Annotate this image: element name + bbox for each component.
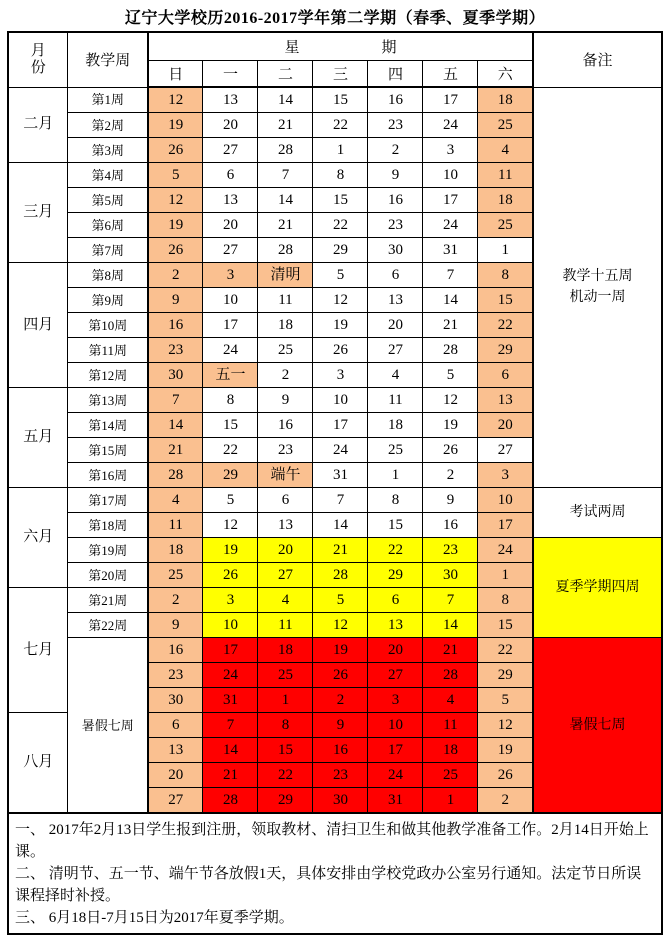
day-cell: 30	[148, 688, 203, 713]
day-cell: 8	[368, 488, 423, 513]
remark-line: 夏季学期四周	[555, 580, 640, 595]
day-cell: 27	[258, 563, 313, 588]
day-cell: 4	[258, 588, 313, 613]
day-cell: 16	[148, 638, 203, 663]
week-label: 第12周	[68, 363, 148, 388]
day-cell: 24	[313, 438, 368, 463]
day-cell: 10	[313, 388, 368, 413]
day-cell: 20	[478, 413, 533, 438]
header-week-char: 期	[381, 40, 397, 56]
day-cell: 4	[148, 488, 203, 513]
header-month-line1: 月	[30, 42, 46, 59]
week-label: 第4周	[68, 163, 148, 188]
day-cell: 7	[148, 388, 203, 413]
day-cell: 30	[368, 238, 423, 263]
day-cell: 25	[148, 563, 203, 588]
day-cell: 10	[423, 163, 478, 188]
header-day-tue: 二	[258, 61, 313, 88]
day-cell: 16	[148, 313, 203, 338]
day-cell: 31	[313, 463, 368, 488]
day-cell: 3	[203, 588, 258, 613]
day-cell: 19	[478, 738, 533, 763]
day-cell: 29	[478, 338, 533, 363]
day-cell: 22	[313, 113, 368, 138]
day-cell: 21	[423, 313, 478, 338]
day-cell: 28	[148, 463, 203, 488]
day-cell: 5	[478, 688, 533, 713]
month-cell: 四月	[8, 263, 68, 388]
day-cell: 9	[258, 388, 313, 413]
remark-cell	[533, 87, 662, 488]
day-cell: 26	[203, 563, 258, 588]
day-cell: 22	[368, 538, 423, 563]
day-cell: 15	[258, 738, 313, 763]
week-label: 第14周	[68, 413, 148, 438]
day-cell: 14	[148, 413, 203, 438]
day-cell: 12	[478, 713, 533, 738]
day-cell: 21	[258, 213, 313, 238]
day-cell: 24	[478, 538, 533, 563]
day-cell: 27	[148, 788, 203, 814]
day-cell: 8	[313, 163, 368, 188]
header-week-char: 星	[284, 40, 300, 56]
day-cell: 24	[423, 113, 478, 138]
week-label: 第8周	[68, 263, 148, 288]
footnote-3: 三、 6月18日-7月15日为2017年夏季学期。	[14, 910, 294, 926]
header-remarks: 备注	[533, 32, 662, 87]
day-cell: 31	[423, 238, 478, 263]
vacation-week-label: 暑假七周	[68, 638, 148, 814]
day-cell: 7	[423, 263, 478, 288]
day-cell: 29	[313, 238, 368, 263]
calendar-row	[8, 638, 662, 663]
day-cell: 23	[368, 213, 423, 238]
day-cell: 30	[423, 563, 478, 588]
day-cell: 24	[368, 763, 423, 788]
day-cell: 26	[313, 663, 368, 688]
day-cell: 17	[423, 188, 478, 213]
week-label: 第11周	[68, 338, 148, 363]
day-cell: 30	[313, 788, 368, 814]
day-cell: 18	[478, 87, 533, 113]
day-cell: 3	[203, 263, 258, 288]
day-cell: 21	[203, 763, 258, 788]
day-cell: 18	[423, 738, 478, 763]
remark-line: 机动一周	[569, 290, 626, 306]
day-cell: 18	[148, 538, 203, 563]
day-cell: 13	[368, 288, 423, 313]
month-cell: 五月	[8, 388, 68, 488]
day-cell: 8	[203, 388, 258, 413]
day-cell: 19	[203, 538, 258, 563]
day-cell: 6	[258, 488, 313, 513]
day-cell: 2	[478, 788, 533, 814]
month-cell: 三月	[8, 163, 68, 263]
day-cell: 20	[258, 538, 313, 563]
day-cell: 1	[423, 788, 478, 814]
month-cell: 八月	[8, 713, 68, 814]
day-cell: 15	[478, 613, 533, 638]
day-cell: 13	[478, 388, 533, 413]
day-cell: 18	[368, 413, 423, 438]
day-cell: 12	[148, 188, 203, 213]
day-cell: 29	[258, 788, 313, 814]
header-month-line2: 份	[30, 59, 46, 76]
day-cell: 20	[203, 113, 258, 138]
day-cell: 24	[203, 338, 258, 363]
month-cell: 七月	[8, 588, 68, 713]
day-cell: 3	[368, 688, 423, 713]
day-cell: 7	[313, 488, 368, 513]
day-cell: 19	[148, 213, 203, 238]
day-cell: 19	[148, 113, 203, 138]
day-cell: 5	[148, 163, 203, 188]
remark-cell	[533, 488, 662, 538]
day-cell: 25	[423, 763, 478, 788]
day-cell: 14	[423, 288, 478, 313]
week-label: 第3周	[68, 138, 148, 163]
day-cell: 9	[148, 613, 203, 638]
week-label: 第1周	[68, 87, 148, 113]
day-cell: 26	[313, 338, 368, 363]
day-cell: 26	[423, 438, 478, 463]
day-cell: 31	[203, 688, 258, 713]
day-cell: 26	[478, 763, 533, 788]
day-cell: 27	[368, 338, 423, 363]
day-cell: 19	[423, 413, 478, 438]
day-cell: 29	[203, 463, 258, 488]
day-cell: 10	[478, 488, 533, 513]
day-cell: 12	[313, 288, 368, 313]
day-cell: 14	[258, 188, 313, 213]
header-day-fri: 五	[423, 61, 478, 88]
day-cell: 13	[368, 613, 423, 638]
header-day-thu: 四	[368, 61, 423, 88]
academic-calendar-table	[7, 31, 663, 935]
day-cell: 2	[148, 588, 203, 613]
day-cell: 11	[258, 613, 313, 638]
header-day-wed: 三	[313, 61, 368, 88]
day-cell: 6	[148, 713, 203, 738]
day-cell: 8	[478, 263, 533, 288]
week-label: 第9周	[68, 288, 148, 313]
week-label: 第15周	[68, 438, 148, 463]
header-day-sun: 日	[148, 61, 203, 88]
day-cell: 29	[368, 563, 423, 588]
day-cell: 1	[478, 238, 533, 263]
day-cell: 18	[258, 638, 313, 663]
day-cell: 4	[478, 138, 533, 163]
day-cell: 25	[368, 438, 423, 463]
day-cell: 28	[313, 563, 368, 588]
remark-line: 暑假七周	[569, 717, 626, 733]
footnote-2: 二、 清明节、五一节、端午节各放假1天，具体安排由学校党政办公室另行通知。法定节日所误课程择时补授。	[14, 866, 642, 904]
day-cell: 11	[423, 713, 478, 738]
remark-line: 考试两周	[569, 505, 626, 520]
day-cell: 25	[258, 338, 313, 363]
day-cell: 27	[203, 238, 258, 263]
day-cell: 5	[203, 488, 258, 513]
remark-line: 教学十五周	[562, 269, 633, 285]
day-cell: 22	[313, 213, 368, 238]
day-cell: 5	[313, 588, 368, 613]
day-cell: 22	[258, 763, 313, 788]
day-cell: 13	[148, 738, 203, 763]
header-week-label	[149, 36, 532, 57]
day-cell: 28	[258, 238, 313, 263]
day-cell: 27	[368, 663, 423, 688]
day-cell: 15	[313, 188, 368, 213]
day-cell: 8	[478, 588, 533, 613]
day-cell: 31	[368, 788, 423, 814]
day-cell: 28	[423, 338, 478, 363]
day-cell: 20	[203, 213, 258, 238]
day-cell: 10	[203, 288, 258, 313]
day-cell: 14	[423, 613, 478, 638]
day-cell: 1	[368, 463, 423, 488]
day-cell: 28	[258, 138, 313, 163]
day-cell: 21	[313, 538, 368, 563]
holiday-cell: 端午	[258, 463, 313, 488]
day-cell: 15	[368, 513, 423, 538]
day-cell: 10	[368, 713, 423, 738]
day-cell: 1	[258, 688, 313, 713]
day-cell: 19	[313, 638, 368, 663]
day-cell: 3	[423, 138, 478, 163]
day-cell: 2	[368, 138, 423, 163]
week-label: 第6周	[68, 213, 148, 238]
day-cell: 17	[368, 738, 423, 763]
calendar-row	[8, 488, 662, 513]
day-cell: 22	[478, 313, 533, 338]
day-cell: 28	[423, 663, 478, 688]
day-cell: 17	[203, 313, 258, 338]
day-cell: 16	[368, 188, 423, 213]
day-cell: 25	[478, 213, 533, 238]
day-cell: 5	[423, 363, 478, 388]
day-cell: 11	[478, 163, 533, 188]
day-cell: 18	[258, 313, 313, 338]
day-cell: 7	[203, 713, 258, 738]
day-cell: 10	[203, 613, 258, 638]
day-cell: 13	[258, 513, 313, 538]
week-label: 第2周	[68, 113, 148, 138]
day-cell: 6	[478, 363, 533, 388]
day-cell: 18	[478, 188, 533, 213]
day-cell: 13	[203, 188, 258, 213]
day-cell: 17	[313, 413, 368, 438]
day-cell: 25	[258, 663, 313, 688]
day-cell: 6	[203, 163, 258, 188]
page-title: 辽宁大学校历2016-2017学年第二学期（春季、夏季学期）	[124, 10, 546, 27]
week-label: 第10周	[68, 313, 148, 338]
day-cell: 23	[148, 338, 203, 363]
header-teaching-week: 教学周	[68, 32, 148, 87]
calendar-body	[8, 87, 662, 813]
day-cell: 7	[258, 163, 313, 188]
day-cell: 9	[368, 163, 423, 188]
day-cell: 2	[148, 263, 203, 288]
day-cell: 27	[203, 138, 258, 163]
day-cell: 21	[148, 438, 203, 463]
day-cell: 5	[313, 263, 368, 288]
day-cell: 2	[423, 463, 478, 488]
remark-cell	[533, 638, 662, 814]
day-cell: 12	[313, 613, 368, 638]
day-cell: 2	[313, 688, 368, 713]
day-cell: 4	[368, 363, 423, 388]
week-label: 第5周	[68, 188, 148, 213]
day-cell: 20	[368, 638, 423, 663]
day-cell: 9	[148, 288, 203, 313]
week-label: 第19周	[68, 538, 148, 563]
day-cell: 4	[423, 688, 478, 713]
month-cell: 六月	[8, 488, 68, 588]
day-cell: 9	[423, 488, 478, 513]
day-cell: 22	[478, 638, 533, 663]
week-label: 第17周	[68, 488, 148, 513]
day-cell: 15	[478, 288, 533, 313]
day-cell: 29	[478, 663, 533, 688]
day-cell: 26	[148, 138, 203, 163]
day-cell: 17	[423, 87, 478, 113]
day-cell: 12	[203, 513, 258, 538]
day-cell: 14	[203, 738, 258, 763]
week-label: 第22周	[68, 613, 148, 638]
day-cell: 1	[313, 138, 368, 163]
day-cell: 26	[148, 238, 203, 263]
footnotes-cell	[8, 813, 662, 934]
day-cell: 23	[368, 113, 423, 138]
day-cell: 23	[258, 438, 313, 463]
day-cell: 20	[368, 313, 423, 338]
day-cell: 27	[478, 438, 533, 463]
day-cell: 7	[423, 588, 478, 613]
calendar-footnotes	[8, 813, 662, 934]
day-cell: 8	[258, 713, 313, 738]
day-cell: 3	[313, 363, 368, 388]
day-cell: 14	[313, 513, 368, 538]
footnote-1: 一、 2017年2月13日学生报到注册，领取教材、清扫卫生和做其他教学准备工作。2月14日开始上课。	[14, 822, 649, 860]
header-month	[8, 32, 68, 87]
day-cell: 14	[258, 87, 313, 113]
month-cell: 二月	[8, 87, 68, 163]
remark-cell	[533, 538, 662, 638]
week-label: 第16周	[68, 463, 148, 488]
day-cell: 3	[478, 463, 533, 488]
day-cell: 22	[203, 438, 258, 463]
day-cell: 15	[203, 413, 258, 438]
calendar-row	[8, 87, 662, 113]
day-cell: 24	[203, 663, 258, 688]
day-cell: 25	[478, 113, 533, 138]
day-cell: 12	[148, 87, 203, 113]
calendar-header	[8, 32, 662, 87]
holiday-cell: 五一	[203, 363, 258, 388]
day-cell: 11	[258, 288, 313, 313]
day-cell: 16	[423, 513, 478, 538]
day-cell: 28	[203, 788, 258, 814]
day-cell: 23	[148, 663, 203, 688]
day-cell: 13	[203, 87, 258, 113]
week-label: 第20周	[68, 563, 148, 588]
day-cell: 16	[368, 87, 423, 113]
day-cell: 12	[423, 388, 478, 413]
day-cell: 30	[148, 363, 203, 388]
day-cell: 23	[423, 538, 478, 563]
day-cell: 16	[313, 738, 368, 763]
day-cell: 2	[258, 363, 313, 388]
day-cell: 15	[313, 87, 368, 113]
week-label: 第13周	[68, 388, 148, 413]
day-cell: 16	[258, 413, 313, 438]
day-cell: 24	[423, 213, 478, 238]
day-cell: 19	[313, 313, 368, 338]
day-cell: 23	[313, 763, 368, 788]
week-label: 第21周	[68, 588, 148, 613]
day-cell: 11	[368, 388, 423, 413]
calendar-row	[8, 538, 662, 563]
week-label: 第7周	[68, 238, 148, 263]
header-day-sat: 六	[478, 61, 533, 88]
day-cell: 17	[203, 638, 258, 663]
day-cell: 9	[313, 713, 368, 738]
day-cell: 1	[478, 563, 533, 588]
day-cell: 6	[368, 588, 423, 613]
week-label: 第18周	[68, 513, 148, 538]
day-cell: 6	[368, 263, 423, 288]
header-week	[148, 32, 533, 61]
day-cell: 21	[423, 638, 478, 663]
day-cell: 11	[148, 513, 203, 538]
holiday-cell: 清明	[258, 263, 313, 288]
day-cell: 20	[148, 763, 203, 788]
day-cell: 21	[258, 113, 313, 138]
day-cell: 17	[478, 513, 533, 538]
header-day-mon: 一	[203, 61, 258, 88]
